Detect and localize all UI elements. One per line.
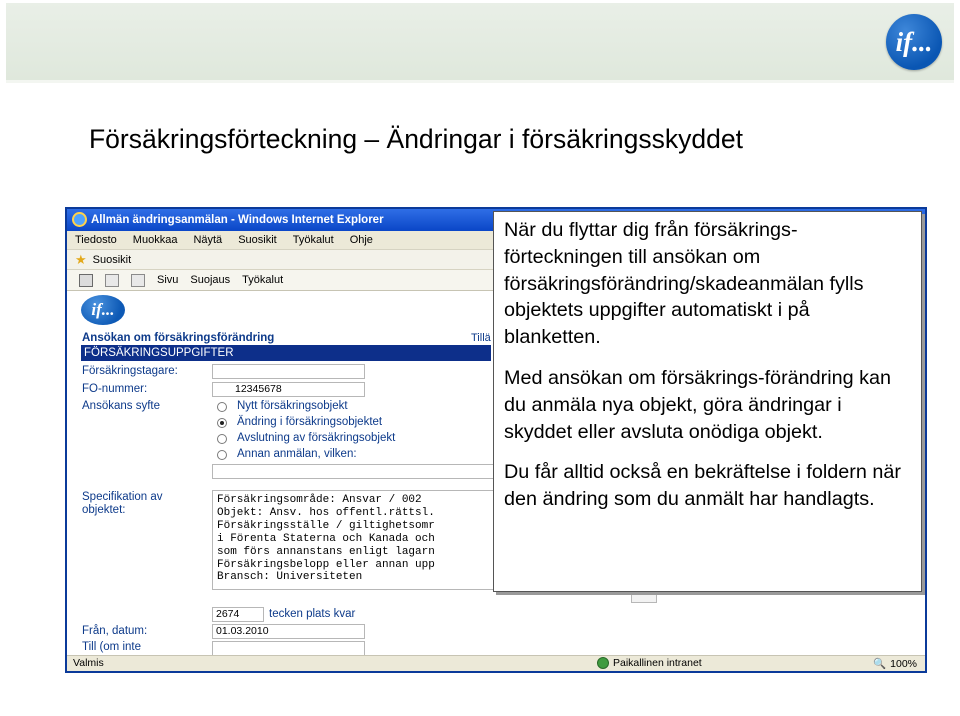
menu-view[interactable]: Näytä [193, 234, 223, 246]
menu-edit[interactable]: Muokkaa [132, 234, 178, 246]
insured-field[interactable] [212, 364, 365, 379]
menu-help[interactable]: Ohje [349, 234, 373, 246]
favorites-button[interactable]: Suosikit [92, 253, 132, 266]
spec-line: Objekt: Ansv. hos offentl.rättsl. [217, 506, 435, 519]
spec-line: som förs annanstans enligt lagarn [217, 545, 435, 558]
home-icon[interactable] [79, 274, 93, 287]
window-title: Allmän ändringsanmälan - Windows Internet Explorer [91, 214, 384, 226]
star-icon[interactable]: ★ [75, 251, 87, 267]
section-header: FÖRSÄKRINGSUPPGIFTER [81, 345, 491, 361]
radio-other[interactable] [217, 450, 227, 460]
print-icon[interactable] [131, 274, 145, 287]
status-zone [597, 657, 702, 669]
radio-change-object[interactable] [217, 418, 227, 428]
ie-icon [72, 212, 87, 227]
menu-tools[interactable]: Työkalut [292, 234, 334, 246]
spec-textarea[interactable] [212, 490, 495, 590]
spec-line: i Förenta Staterna och Kanada och [217, 532, 435, 545]
slide-header-band [6, 3, 954, 80]
radio-other-label: Annan anmälan, vilken: [237, 448, 357, 460]
callout-paragraph-3: Du får alltid också en bekräftelse i foldern när den ändring som du anmält har handlagts. [504, 461, 901, 511]
form-heading: Ansökan om försäkringsförändring [82, 332, 275, 344]
other-notification-field[interactable] [212, 464, 495, 479]
spec-line: Försäkringsområde: Ansvar / 002 [217, 494, 422, 506]
spec-line: Försäkringsställe / giltighetsomr [217, 519, 435, 532]
status-text: Valmis [73, 657, 104, 669]
form-if-logo: if... [81, 295, 125, 325]
globe-icon [597, 657, 609, 669]
callout-paragraph-2: Med ansökan om försäkrings-förändring kan du anmäla nya objekt, göra ändringar i skyddet eller avsluta onödiga objekt. [504, 366, 892, 443]
page-menu-button[interactable]: Sivu [157, 274, 179, 286]
to-date-label: Till (om inte [82, 641, 141, 653]
radio-change-object-label: Ändring i försäkringsobjektet [237, 416, 383, 428]
to-date-field[interactable] [212, 641, 365, 656]
spec-label: Specifikation av objektet: [82, 491, 163, 516]
slide-header-rule [6, 80, 954, 83]
callout-box [493, 211, 922, 592]
security-menu-button[interactable]: Suojaus [190, 274, 231, 286]
zoom-control[interactable] [873, 657, 917, 670]
spec-line: Bransch: Universiteten [217, 571, 363, 584]
feeds-icon[interactable] [105, 274, 119, 287]
radio-end-object[interactable] [217, 434, 227, 444]
status-bar [67, 655, 925, 671]
callout-paragraph-1: När du flyttar dig från försäkrings-förteckningen till ansökan om försäkringsförändring/skadeanmälan fylls objektets uppgifter automatiskt i på blanketten. [504, 219, 864, 349]
menu-file[interactable]: Tiedosto [75, 234, 117, 246]
purpose-label: Ansökans syfte [82, 400, 160, 412]
if-logo: if... [886, 14, 942, 70]
fo-number-label: FO-nummer: [82, 383, 148, 395]
status-zone-label: Paikallinen intranet [613, 657, 702, 669]
menu-favorites[interactable]: Suosikit [238, 234, 277, 246]
radio-new-object[interactable] [217, 402, 227, 412]
radio-new-object-label: Nytt försäkringsobjekt [237, 400, 348, 412]
tools-menu-button[interactable]: Työkalut [242, 274, 284, 286]
char-count-label: tecken plats kvar [269, 608, 356, 620]
char-count-field: 2674 [212, 607, 264, 622]
spec-line: Försäkringsbelopp eller annan upp [217, 558, 435, 571]
fo-number-field[interactable]: 12345678 [212, 382, 365, 397]
zoom-icon: 🔍 [873, 658, 887, 670]
from-date-label: Från, datum: [82, 625, 148, 637]
from-date-field[interactable]: 01.03.2010 [212, 624, 365, 639]
insured-label: Försäkringstagare: [82, 365, 178, 377]
radio-end-object-label: Avslutning av försäkringsobjekt [237, 432, 396, 444]
zoom-level: 100% [890, 657, 917, 670]
slide-title: Försäkringsförteckning – Ändringar i försäkringsskyddet [89, 124, 743, 154]
clipped-text: Tillä [471, 332, 491, 344]
